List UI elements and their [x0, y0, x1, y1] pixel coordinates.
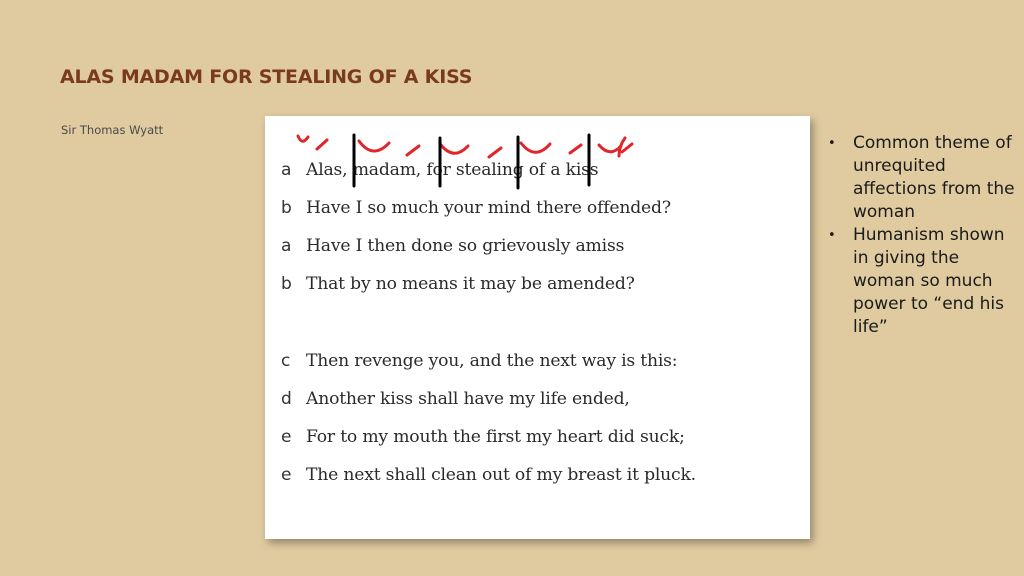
rhyme-letter: b — [281, 198, 292, 218]
verse-text: Then revenge you, and the next way is this: — [306, 351, 678, 371]
verse-text: The next shall clean out of my breast it pluck. — [306, 465, 696, 485]
stress-marks — [298, 136, 632, 157]
verse-text: For to my mouth the first my heart did suck; — [306, 427, 685, 447]
rhyme-letter: a — [281, 160, 292, 180]
slide-subtitle: Sir Thomas Wyatt — [61, 123, 164, 137]
poem-line — [265, 274, 810, 304]
rhyme-letter: e — [281, 465, 292, 485]
unstressed-mark — [359, 141, 389, 151]
unstressed-mark — [599, 145, 621, 152]
verse-text: Have I so much your mind there offended? — [306, 198, 671, 218]
stressed-mark — [622, 144, 632, 152]
rhyme-letter: b — [281, 274, 292, 294]
stressed-mark — [570, 145, 581, 153]
unstressed-mark — [441, 145, 468, 153]
stressed-mark — [407, 146, 419, 155]
verse-text: Have I then done so grievously amiss — [306, 236, 625, 256]
poem-line — [265, 160, 810, 190]
stressed-mark — [489, 148, 501, 157]
rhyme-letter: a — [281, 236, 292, 256]
poem-image — [265, 116, 810, 539]
verse-text: Alas, madam, for stealing of a kiss — [306, 160, 599, 180]
unstressed-mark — [619, 138, 625, 156]
stressed-mark — [317, 140, 327, 149]
verse-text: That by no means it may be amended? — [306, 274, 635, 294]
poem-line — [265, 465, 810, 495]
slide-title: ALAS MADAM FOR STEALING OF A KISS — [60, 66, 473, 88]
poem-line — [265, 389, 810, 419]
poem-line — [265, 236, 810, 266]
rhyme-letter: e — [281, 427, 292, 447]
unstressed-mark — [521, 143, 550, 152]
verse-text: Another kiss shall have my life ended, — [306, 389, 630, 409]
rhyme-letter: c — [281, 351, 291, 371]
note-item: • Humanism shown in giving the woman so much power to “end his life” — [826, 224, 1016, 339]
poem-line — [265, 427, 810, 457]
note-item: • Common theme of unrequited affections from the woman — [826, 132, 1016, 224]
unstressed-mark — [298, 136, 308, 141]
poem-line — [265, 351, 810, 381]
poem-line — [265, 198, 810, 228]
rhyme-letter: d — [281, 389, 292, 409]
notes-list — [826, 132, 1016, 339]
